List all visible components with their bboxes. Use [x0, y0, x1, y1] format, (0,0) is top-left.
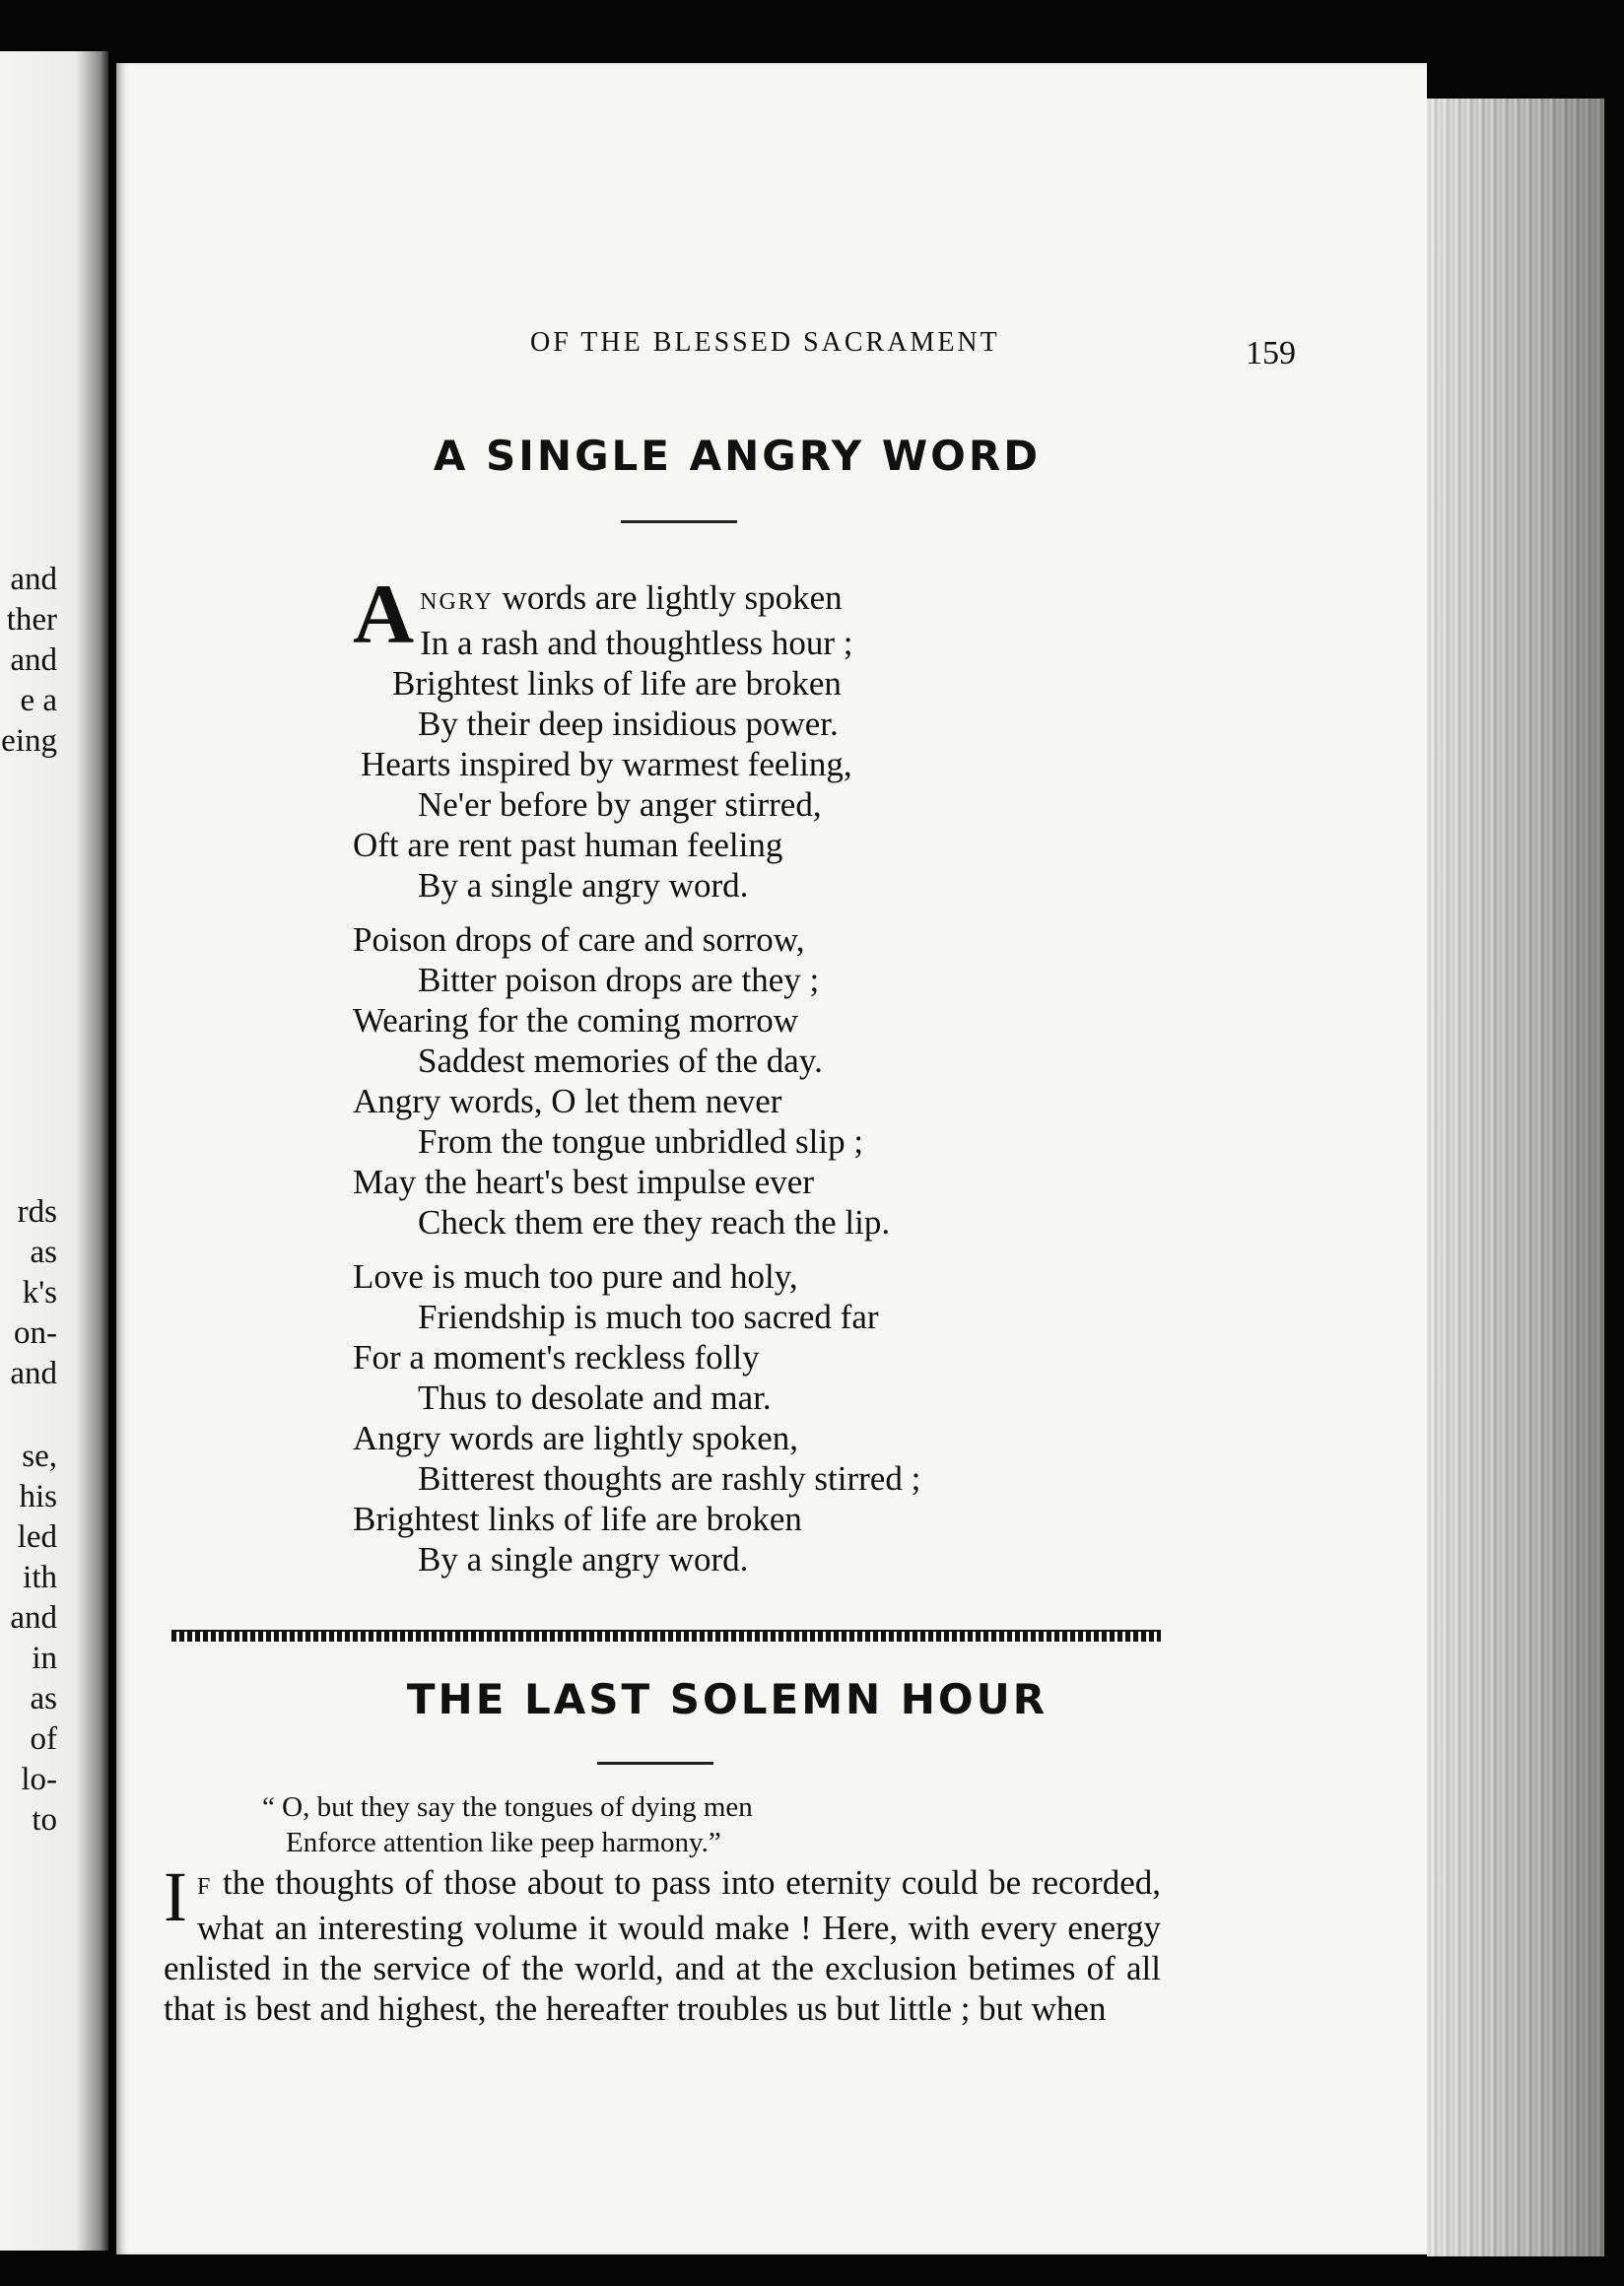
- poem-line: Hearts inspired by warmest feeling,: [361, 745, 852, 783]
- poem-line: Angry words are lightly spoken,: [353, 1419, 799, 1457]
- small-caps-word: F: [196, 1874, 213, 1900]
- poem-line: Bitterest thoughts are rashly stirred ;: [418, 1459, 921, 1498]
- left-fragment: as: [30, 1681, 57, 1716]
- left-fragment: e a: [20, 683, 57, 718]
- poem-line: Brightest links of life are broken: [353, 1500, 802, 1538]
- article-body: [164, 1857, 1161, 2029]
- left-fragment: ther: [6, 602, 57, 638]
- left-fragment: to: [32, 1802, 57, 1838]
- page-number: 159: [1246, 335, 1296, 371]
- left-fragment: led: [17, 1519, 57, 1555]
- left-fragment: rds: [17, 1194, 57, 1230]
- poem-line: May the heart's best impulse ever: [353, 1163, 814, 1201]
- title-rule: [621, 520, 737, 523]
- left-fragment: in: [32, 1641, 57, 1676]
- body-text: the thoughts of those about to pass into eternity could be recorded, what an interesting volume it would make ! Here, with every energy enlisted in the service of the world, and at the exclusion betimes of all that is best and highest, the hereafter troubles us but little ; but when: [164, 1863, 1161, 2028]
- line-text: words are lightly spoken: [493, 578, 843, 617]
- poem-line: Angry words, O let them never: [353, 1082, 782, 1120]
- ornamental-divider: [171, 1630, 1161, 1642]
- running-head: OF THE BLESSED SACRAMENT: [530, 327, 1000, 358]
- poem-line: Friendship is much too sacred far: [418, 1298, 879, 1336]
- poem-line: For a moment's reckless folly: [353, 1338, 760, 1377]
- article-title: THE LAST SOLEMN HOUR: [406, 1675, 1049, 1723]
- epigraph-line: Enforce attention like peep harmony.”: [286, 1827, 721, 1858]
- drop-cap: A: [353, 567, 415, 661]
- poem-line: From the tongue unbridled slip ;: [418, 1122, 864, 1161]
- poem-line: Thus to desolate and mar.: [418, 1378, 772, 1417]
- left-fragment: and: [10, 642, 57, 678]
- poem-line: By their deep insidious power.: [418, 705, 839, 743]
- poem-title: A SINGLE ANGRY WORD: [433, 432, 1042, 480]
- left-fragment: as: [30, 1235, 57, 1270]
- poem-line: Saddest memories of the day.: [418, 1042, 823, 1080]
- poem-line: Poison drops of care and sorrow,: [353, 920, 805, 959]
- left-fragment: lo-: [21, 1762, 57, 1797]
- book-page: [116, 63, 1427, 2254]
- left-fragment: of: [30, 1721, 57, 1757]
- epigraph: [262, 1789, 952, 1860]
- left-fragment: his: [19, 1479, 57, 1514]
- poem-line: Ne'er before by anger stirred,: [418, 785, 822, 824]
- poem: [353, 567, 1240, 1593]
- poem-line: Love is much too pure and holy,: [353, 1257, 798, 1296]
- left-fragment: ith: [23, 1560, 57, 1595]
- left-fragment: se,: [22, 1439, 57, 1474]
- epigraph-line: “ O, but they say the tongues of dying men: [262, 1791, 753, 1823]
- poem-line: Oft are rent past human feeling: [353, 826, 783, 864]
- poem-line: By a single angry word.: [418, 866, 749, 905]
- poem-line: Brightest links of life are broken: [392, 664, 842, 703]
- poem-line: Check them ere they reach the lip.: [418, 1203, 891, 1242]
- left-fragment: and: [10, 1600, 57, 1636]
- poem-line: Wearing for the coming morrow: [353, 1001, 799, 1040]
- left-fragment: and: [10, 1356, 57, 1391]
- facing-page-left: [0, 51, 108, 2251]
- poem-line: In a rash and thoughtless hour ;: [420, 624, 853, 662]
- drop-cap: I: [164, 1857, 187, 1936]
- left-fragment: on-: [14, 1315, 57, 1351]
- small-caps-word: NGRY: [420, 589, 494, 615]
- left-fragment: k's: [22, 1275, 57, 1311]
- stanza: [353, 1256, 1240, 1580]
- stanza: [353, 567, 1240, 906]
- page-edges: [1427, 99, 1604, 2256]
- title-rule: [597, 1762, 713, 1765]
- left-fragment: and: [10, 562, 57, 597]
- stanza: [353, 919, 1240, 1243]
- poem-line: Bitter poison drops are they ;: [418, 961, 820, 999]
- left-fragment: eing: [1, 723, 57, 759]
- poem-line: By a single angry word.: [418, 1540, 749, 1579]
